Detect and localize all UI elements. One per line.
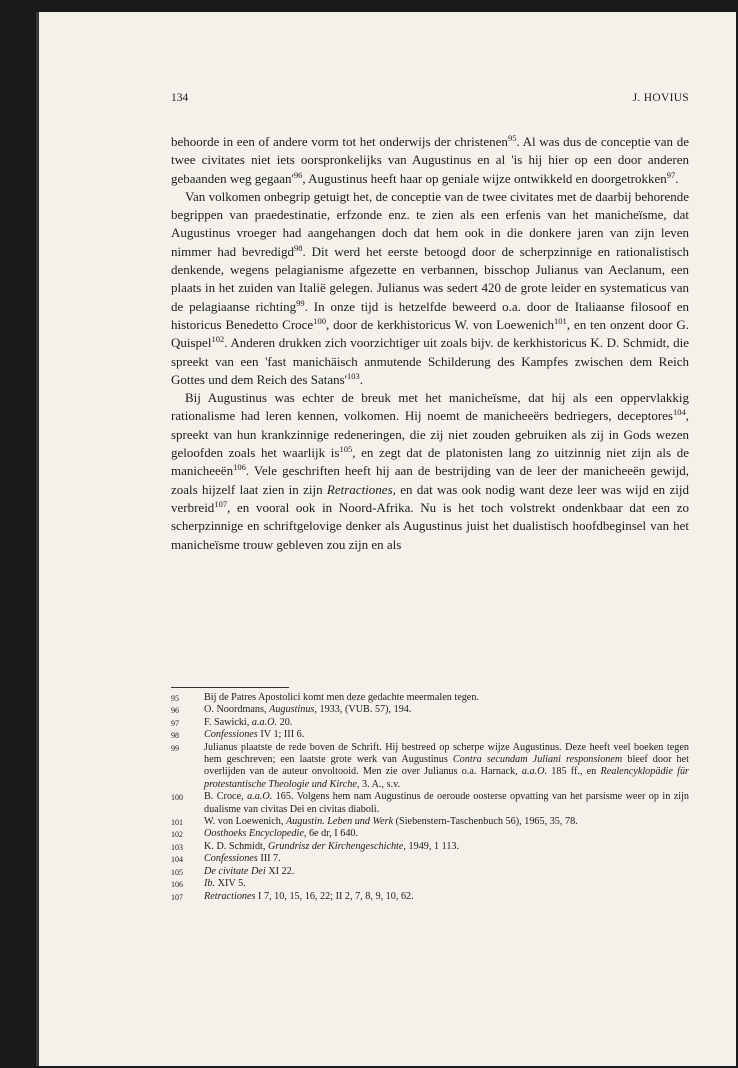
- footnote-text: Retractiones I 7, 10, 15, 16, 22; II 2, 7, 8, 9, 10, 62.: [204, 890, 414, 902]
- footnote-text: Ib. XIV 5.: [204, 878, 246, 890]
- italic-text: Augustin. Leben und Werk: [285, 816, 394, 828]
- footnote-number: 105: [171, 867, 183, 877]
- footnote: [171, 791, 689, 816]
- footnote-number: 104: [171, 855, 183, 865]
- footnote-number: 106: [171, 880, 183, 890]
- footnote-reference: 97: [666, 169, 676, 180]
- page-spine: [36, 12, 39, 1066]
- footnote-text: B. Croce, a.a.O. 165. Volgens hem nam Augustinus de oeroude oosterse opvatting van het parsisme weer op in zijn dualisme van civitas Dei en civitas diaboli.: [204, 791, 690, 815]
- footnote-reference: 107: [214, 498, 228, 509]
- footnote-reference: 106: [233, 462, 246, 473]
- footnote-reference: 103: [347, 370, 360, 381]
- italic-text: Retractiones: [204, 890, 256, 902]
- italic-text: a.a.O.: [521, 766, 548, 778]
- body-paragraph: Bij Augustinus was echter de breuk met het manicheïsme, dat hij als een oppervlakkig rationalisme had leren kennen, volkomen. Hij noemt de manicheeërs bedriegers, deceptores$^{104}$, spreekt van hun krankzinnige redeneringen, die zij niet zouden gebruiken als zij in Gods wezen geloofden zoals het waarlijk $is^{105}$, en zegt dat de platonisten lang zo uitzinnig niet zijn als de manicheeën$^{106}$. Vele geschriften heeft hij aan de bestrijding van de leer der manicheeën gewijd, zoals hijzelf laat zien in zijn Retractiones, en dat was ook nodig want deze leer was wijd en zijd verbreid$^{107}$, en vooral ook in Noord-Afrika. Nu is het toch volstrekt ondenkbaar dat een zo scherpzinnige en schriftgelovige denker als Augustinus juist het dualistisch hoofdbeginsel van het manicheïsme trouw gebleven zou zijn en als: [171, 390, 690, 552]
- italic-text: Confessiones: [204, 853, 258, 865]
- footnote-number: 103: [171, 842, 183, 852]
- footnote-number: 102: [171, 830, 183, 840]
- footnote: [171, 841, 689, 853]
- body-paragraph: Van volkomen onbegrip getuigt het, de conceptie van de twee civitates met de daarbij behorende begrippen van praedestinatie, erfzonde enz. te zien als een erfenis van het manicheïsme, dat Augustinus vroeger had aangehangen doch dat hem ook in die donkere jaren van zijn leven nimmer had bevredigd$^{98}$. Dit werd het eerste betoogd door de scherpzinnige en rationalistisch denkende, wegens pelagianisme afgezette en verbannen, bisschop Julianus van Aeclanum, een plaats in het zuiden van Italië gelegen. Julianus was sedert 420 de grote leider en systematicus van de pelagiaanse richting$^{99}$. In onze tijd is hetzelfde beweerd o.a. door de Italiaanse filosoof en historicus Benedetto Croce$^{100}$, door de kerkhistoricus W. von Loewenich$^{101}$, en ten onzent door G. Quispel$^{102}$. Anderen drukken zich voorzichtiger uit zoals bijv. de kerkhistoricus K. D. Schmidt, die spreekt van een 'fast manichäisch anmutende Schilderung des Kampfes zwischen dem Reich Gottes und dem Reich des $Satans'^{103}$.: [171, 188, 690, 387]
- footnote-reference: 99: [296, 297, 305, 308]
- footnote-reference: 104: [673, 407, 686, 418]
- footnote-text: Confessiones IV 1; III 6.: [204, 729, 305, 741]
- footnote-text: F. Sawicki, a.a.O. 20.: [204, 716, 293, 728]
- footnote-number: 98: [171, 731, 179, 741]
- footnote-text: O. Noordmans, Augustinus, 1933, (VUB. 57), 194.: [204, 704, 412, 716]
- book-page: [36, 12, 736, 1066]
- footnote: [171, 729, 689, 741]
- italic-text: Confessiones: [204, 729, 258, 741]
- footnote-text: K. D. Schmidt, Grundrisz der Kirchengeschichte, 1949, 1 113.: [204, 840, 460, 852]
- footnote: [171, 828, 689, 840]
- footnote-text: De civitate Dei XI 22.: [204, 865, 295, 877]
- footnote: [171, 717, 689, 729]
- italic-text: De civitate Dei: [204, 865, 266, 877]
- italic-text: Augustinus,: [269, 704, 317, 716]
- footnote-text: W. von Loewenich, Augustin. Leben und Werk (Siebenstern-Taschenbuch 56), 1965, 35, 78.: [204, 816, 578, 828]
- footnote-reference: 96: [293, 169, 303, 180]
- italic-text: Oosthoeks Encyclopedie,: [204, 828, 307, 840]
- footnote-number: 99: [171, 743, 179, 753]
- running-head: [171, 92, 689, 110]
- italic-text: a.a.O.: [251, 716, 278, 728]
- footnotes: [171, 692, 689, 903]
- footnote-number: 107: [171, 892, 183, 902]
- footnote-reference: 98: [294, 242, 303, 253]
- footnote-number: 97: [171, 718, 179, 728]
- footnote-reference: 102: [211, 334, 225, 345]
- footnote-reference: 95: [507, 133, 517, 143]
- footnote-number: 100: [171, 793, 183, 803]
- italic-text: Contra secundam Juliani responsionem: [452, 754, 623, 766]
- footnote: [171, 866, 689, 878]
- footnote-text: Oosthoeks Encyclopedie, 6e dr, I 640.: [204, 828, 359, 840]
- text-block: [171, 12, 689, 1066]
- body-text: [171, 133, 689, 554]
- footnote-number: 96: [171, 706, 179, 716]
- page-number: 134: [171, 92, 189, 104]
- footnote-reference: 101: [553, 315, 567, 326]
- footnote-number: 101: [171, 818, 183, 828]
- footnote: [171, 692, 689, 704]
- italic-text: Grundrisz der Kirchengeschichte,: [267, 840, 406, 852]
- footnote-number: 95: [171, 694, 179, 703]
- italic-text: Realencyklopädie für protestantische Theologie und Kirche,: [204, 766, 690, 790]
- footnote: [171, 816, 689, 828]
- footnote-reference: 105: [339, 444, 353, 455]
- body-paragraph: behoorde in een of andere vorm tot het onderwijs der christenen$^{95}$. Al was dus de conceptie van de twee civitates niet iets oorspronkelijks van Augustinus en al 'is hij hier op een door anderen gebaanden weg $gegaan'^{96}$, Augustinus heeft haar op geniale wijze ontwikkeld en doorgetrokken$^{97}$.: [171, 133, 689, 186]
- footnote: [171, 853, 689, 865]
- footnote: [171, 742, 689, 792]
- footnote-reference: 100: [313, 315, 326, 326]
- italic-text: a.a.O.: [247, 791, 273, 803]
- footnote-text: Confessiones III 7.: [204, 853, 281, 865]
- footnote: [171, 704, 689, 716]
- footnote-text: Bij de Patres Apostolici komt men deze gedachte meermalen tegen.: [204, 692, 479, 703]
- footnote: [171, 891, 689, 903]
- italic-text: Retractiones: [326, 481, 393, 497]
- footnote-text: Julianus plaatste de rede boven de Schrift. Hij bestreed op scherpe wijze Augustinus. Deze heeft veel boeken tegen hem geschreven; een laatste grote werk van Augustinus Contra secundam Juliani responsionem bleef door het overlijden van de auteur onvoltooid. Men zie over Julianus o.a. Harnack, a.a.O. 185 ff., en Realencyklopädie für protestantische Theologie und Kirche, 3. A., s.v.: [204, 741, 690, 790]
- footnote-rule: [171, 687, 289, 688]
- italic-text: Ib.: [204, 878, 216, 890]
- footnote: [171, 878, 689, 890]
- running-title: J. HOVIUS: [632, 92, 689, 104]
